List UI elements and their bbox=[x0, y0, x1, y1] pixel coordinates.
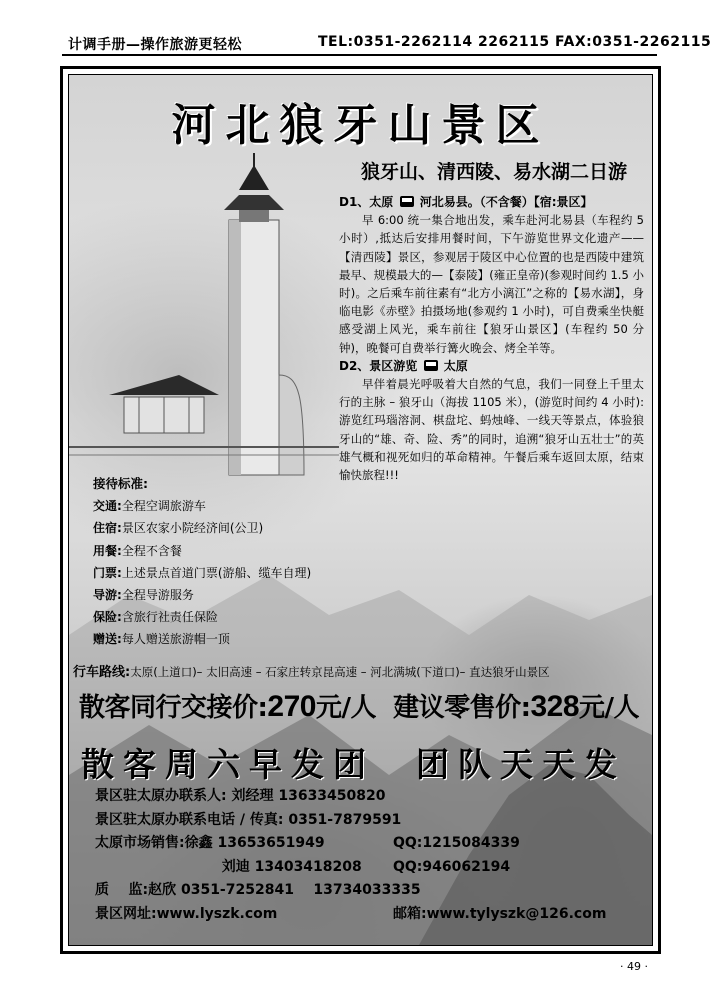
standard-value: 上述景点首道门票(游船、缆车自理) bbox=[121, 565, 312, 580]
standard-value: 景区农家小院经济间(公卫) bbox=[121, 521, 264, 536]
retail-price-label: 建议零售价: bbox=[393, 693, 531, 723]
route-label: 行车路线: bbox=[73, 665, 131, 680]
standard-label: 交通: bbox=[93, 499, 122, 514]
itinerary bbox=[339, 193, 644, 484]
contact-left: 刘迪 13403418208 bbox=[95, 858, 362, 875]
header-phones: TEL:0351-2262114 2262115 FAX:0351-2262115 bbox=[318, 34, 712, 50]
bus-icon bbox=[424, 360, 438, 371]
wholesale-price-value: 270 bbox=[267, 690, 316, 723]
day1-heading bbox=[339, 193, 644, 211]
contact-line bbox=[95, 903, 607, 927]
contact-line bbox=[95, 879, 421, 903]
advert-frame bbox=[60, 66, 661, 954]
standard-value: 含旅行社责任保险 bbox=[121, 610, 218, 625]
standard-label: 门票: bbox=[93, 565, 122, 580]
standard-label: 保险: bbox=[93, 610, 122, 625]
contact-left: 质 监:赵欣 0351-7252841 13734033335 bbox=[95, 882, 421, 899]
contact-left: 景区驻太原办联系人: 刘经理 13633450820 bbox=[95, 788, 386, 804]
standard-value: 全程不含餐 bbox=[121, 543, 182, 558]
contact-right: 邮箱:www.tylyszk@126.com bbox=[393, 905, 607, 922]
day2-heading-end: 太原 bbox=[443, 358, 468, 373]
departure-slogan bbox=[81, 739, 626, 786]
day1-heading-end: 河北易县。（不含餐）【宿:景区】 bbox=[419, 195, 593, 209]
contact-right: QQ:1215084339 bbox=[393, 835, 520, 852]
standard-item bbox=[93, 495, 311, 517]
price-unit: 元/人 bbox=[579, 693, 640, 723]
contact-info bbox=[95, 785, 607, 927]
day1-heading-start: D1、太原 bbox=[339, 195, 394, 209]
page-header bbox=[62, 32, 712, 56]
day2-heading-start: D2、景区游览 bbox=[339, 358, 418, 373]
standards-title: 接待标准: bbox=[93, 476, 148, 491]
tour-subtitle: 狼牙山、清西陵、易水湖二日游 bbox=[361, 161, 628, 183]
contact-left: 景区驻太原办联系电话 / 传真: 0351-7879591 bbox=[95, 811, 402, 828]
standard-value: 全程导游服务 bbox=[121, 588, 194, 603]
contact-line bbox=[95, 785, 421, 809]
header-tagline: 计调手册—操作旅游更轻松 bbox=[68, 37, 242, 53]
standard-label: 赠送: bbox=[93, 632, 122, 647]
contact-left: 太原市场销售:徐鑫 13653651949 bbox=[95, 835, 325, 852]
day2-description: 早伴着晨光呼吸着大自然的气息，我们一同登上千里太行的主脉 – 狼牙山（海拔 1105 米），(游览时间约 4 小时):游览红玛瑙溶洞、棋盘坨、蚂烛峰、一线天等景点，体验狼牙山的“雄、奇、险、秀”的同时，追溯“狼牙山五壮士”的英雄气概和视死如归的革命精神。午餐后乘车返回太原，结束愉快旅程!!! bbox=[339, 377, 644, 483]
standard-item bbox=[93, 540, 311, 562]
bus-icon bbox=[400, 196, 414, 207]
standard-item bbox=[93, 584, 311, 606]
contact-line bbox=[95, 832, 520, 856]
standard-label: 用餐: bbox=[93, 543, 122, 558]
day2-heading bbox=[339, 357, 644, 375]
driving-route bbox=[73, 661, 550, 680]
day1-description: 早 6:00 统一集合地出发，乘车赴河北易县（车程约 5 小时）,抵达后安排用餐时间，下午游览世界文化遗产——【清西陵】景区，参观居于陵区中心位置的也是西陵中建筑最早、规模最大的—【泰陵】(雍正皇帝)(参观时间约 1.5 小时)。之后乘车前往素有“北方小漓江”之称的【易水湖】，身临电影《赤壁》拍摄场地(参观约 1 小时)，可自费乘坐快艇感受湖上风光，乘车前往【狼牙山景区】(车程约 50 分钟)，晚餐可自费举行篝火晚会、烤全羊等。 bbox=[339, 213, 644, 355]
standard-item bbox=[93, 562, 311, 584]
standard-label: 住宿: bbox=[93, 521, 122, 536]
standard-value: 全程空调旅游车 bbox=[121, 499, 206, 514]
page-title: 河北狼牙山景区 bbox=[171, 100, 550, 151]
contact-right: QQ:946062194 bbox=[393, 858, 511, 875]
page-number: · 49 · bbox=[620, 960, 648, 973]
advert-panel bbox=[68, 74, 653, 946]
service-standards bbox=[93, 473, 311, 651]
contact-line bbox=[95, 809, 421, 833]
price-line bbox=[79, 687, 639, 724]
retail-price-value: 328 bbox=[530, 690, 580, 723]
standard-label: 导游: bbox=[93, 588, 122, 603]
route-text: 太原(上道口)– 太旧高速 – 石家庄转京昆高速 – 河北满城(下道口)– 直达狼牙山景区 bbox=[130, 665, 550, 679]
contact-line bbox=[95, 856, 511, 880]
slogan-daily: 团队天天发 bbox=[415, 745, 626, 784]
contact-left: 景区网址:www.lyszk.com bbox=[95, 905, 278, 922]
standard-item bbox=[93, 628, 311, 650]
standard-value: 每人赠送旅游帽一顶 bbox=[121, 632, 230, 647]
price-unit: 元/人 bbox=[315, 693, 376, 723]
standard-item bbox=[93, 517, 311, 539]
wholesale-price-label: 散客同行交接价: bbox=[79, 693, 268, 723]
slogan-weekend: 散客周六早发团 bbox=[81, 745, 375, 784]
standard-item bbox=[93, 606, 311, 628]
